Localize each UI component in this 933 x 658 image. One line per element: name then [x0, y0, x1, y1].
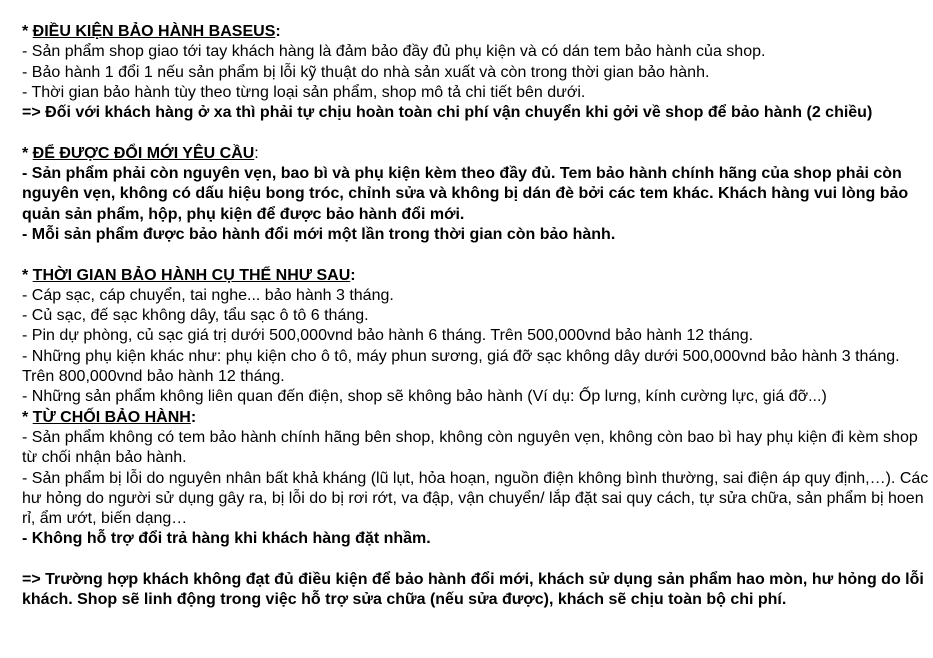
refusal-heading: TỪ CHỐI BẢO HÀNH	[32, 408, 191, 426]
conditions-heading-line	[22, 22, 932, 42]
periods-heading: THỜI GIAN BẢO HÀNH CỤ THỂ NHƯ SAU	[32, 266, 351, 284]
requirements-item: - Mỗi sản phẩm được bảo hành đổi mới một lần trong thời gian còn bảo hành.	[22, 225, 616, 243]
heading-bullet: *	[22, 266, 33, 284]
periods-item: - Củ sạc, đế sạc không dây, tẩu sạc ô tô 6 tháng.	[22, 307, 369, 325]
heading-bullet: *	[22, 144, 33, 162]
conditions-shipping-note: => Đối với khách hàng ở xa thì phải tự chịu hoàn toàn chi phí vận chuyển khi gởi về shop để bảo hành (2 chiều)	[22, 104, 873, 122]
conditions-item: - Bảo hành 1 đổi 1 nếu sản phẩm bị lỗi kỹ thuật do nhà sản xuất và còn trong thời gian bảo hành.	[22, 63, 710, 81]
periods-item: - Những sản phẩm không liên quan đến điện, shop sẽ không bảo hành (Ví dụ: Ốp lưng, kính cường lực, giá đỡ...)	[22, 388, 827, 406]
periods-item: - Cáp sạc, cáp chuyển, tai nghe... bảo hành 3 tháng.	[22, 286, 394, 304]
section-spacer	[22, 123, 932, 143]
periods-item: - Pin dự phòng, củ sạc giá trị dưới 500,000vnd bảo hành 6 tháng. Trên 500,000vnd bảo hành 12 tháng.	[22, 327, 754, 345]
requirements-item: - Sản phẩm phải còn nguyên vẹn, bao bì và phụ kiện kèm theo đầy đủ. Tem bảo hành chính hãng của shop phải còn nguyên vẹn, không có dấu hiệu bong tróc, chỉnh sửa và không bị dán đè bởi các tem khác. Khách hàng vui lòng bảo quản sản phẩm, hộp, phụ kiện để được bảo hành đổi mới.	[22, 165, 909, 223]
heading-colon: :	[190, 408, 197, 426]
heading-colon: :	[350, 266, 356, 284]
refusal-heading-line	[22, 408, 932, 428]
heading-colon: :	[254, 144, 259, 162]
conditions-item: - Sản phẩm shop giao tới tay khách hàng là đảm bảo đầy đủ phụ kiện và có dán tem bảo hành của shop.	[22, 43, 766, 61]
refusal-item: - Sản phẩm bị lỗi do nguyên nhân bất khả kháng (lũ lụt, hỏa hoạn, nguồn điện không bình thường, sai điện áp quy định,…). Các hư hỏng do người sử dụng gây ra, bị lỗi do bị rơi rớt, va đập, vận chuyển/ lắp đặt sai quy cách, tự sửa chữa, sản phẩm bị hoen rỉ, ẩm ướt, biến dạng…	[22, 469, 929, 528]
heading-bullet: *	[22, 408, 33, 426]
heading-bullet: *	[22, 23, 33, 40]
refusal-item: - Sản phẩm không có tem bảo hành chính hãng bên shop, không còn nguyên vẹn, không còn bao bì hay phụ kiện đi kèm shop từ chối nhận bảo hành.	[22, 428, 918, 467]
requirements-heading-line	[22, 144, 932, 164]
conditions-heading: ĐIỀU KIỆN BẢO HÀNH BASEUS	[32, 23, 276, 40]
closing-note: => Trường hợp khách không đạt đủ điều kiện để bảo hành đổi mới, khách sử dụng sản phẩm hao mòn, hư hỏng do lỗi khách. Shop sẽ linh động trong việc hỗ trợ sửa chữa (nếu sửa được), khách sẽ chịu toàn bộ chi phí.	[22, 571, 924, 609]
warranty-policy-document	[22, 22, 932, 611]
requirements-heading: ĐỂ ĐƯỢC ĐỔI MỚI YÊU CẦU	[32, 144, 255, 162]
conditions-item: - Thời gian bảo hành tùy theo từng loại sản phẩm, shop mô tả chi tiết bên dưới.	[22, 83, 586, 101]
refusal-item-no-returns: - Không hỗ trợ đổi trả hàng khi khách hàng đặt nhầm.	[22, 530, 431, 548]
periods-item: - Những phụ kiện khác như: phụ kiện cho ô tô, máy phun sương, giá đỡ sạc không dây dưới 500,000vnd bảo hành 3 tháng. Trên 800,000vnd bảo hành 12 tháng.	[22, 347, 900, 386]
periods-heading-line	[22, 266, 932, 286]
heading-colon: :	[275, 23, 281, 40]
section-spacer	[22, 550, 932, 570]
section-spacer	[22, 245, 932, 265]
